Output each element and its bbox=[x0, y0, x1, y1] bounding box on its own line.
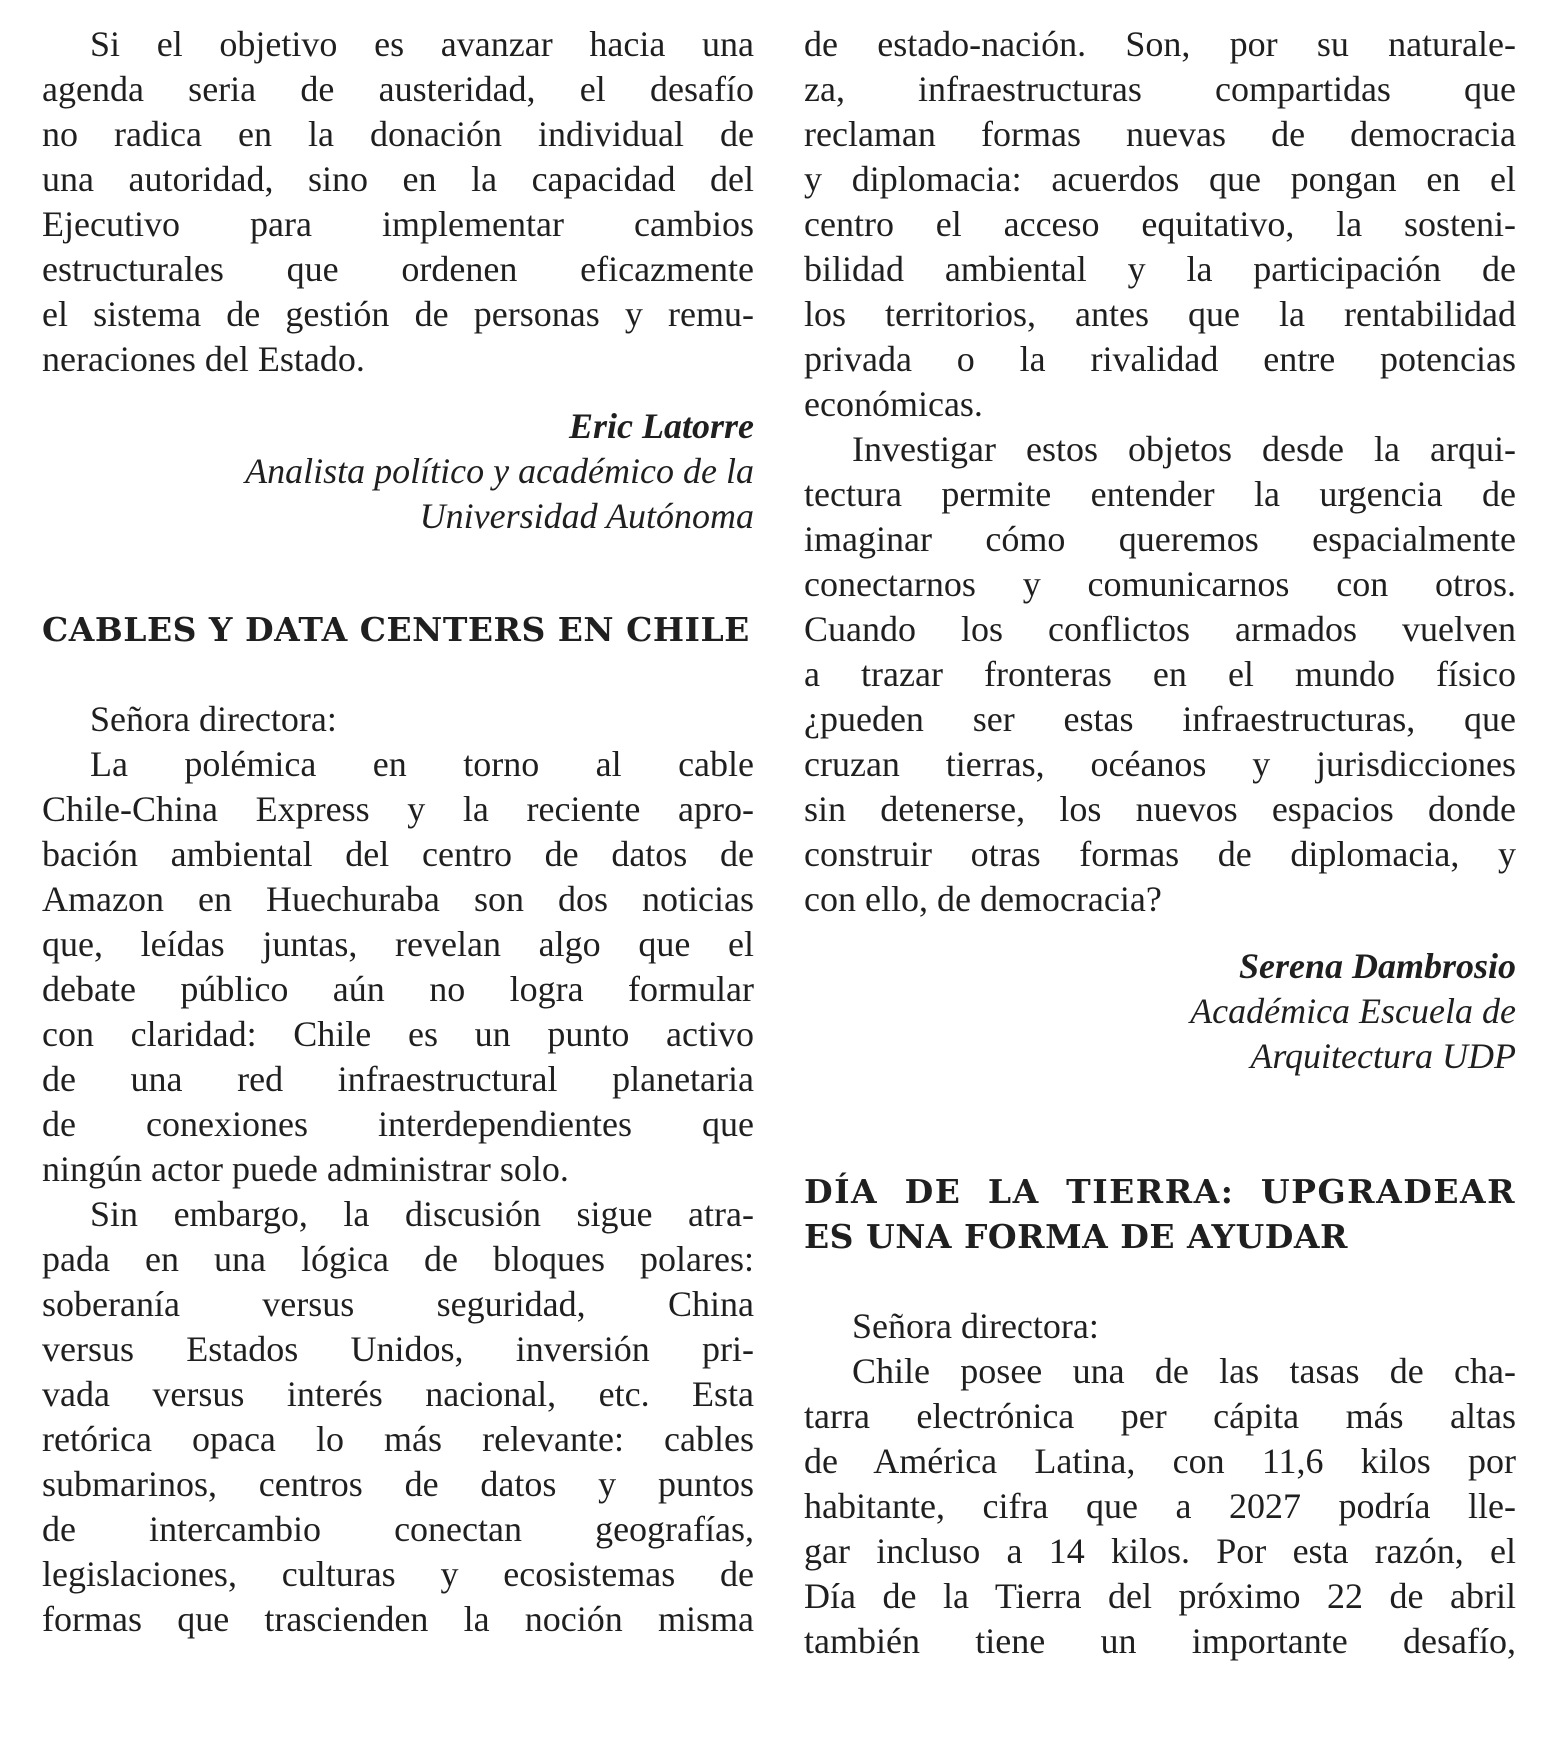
letter-headline-dia-tierra bbox=[804, 1169, 1516, 1259]
signature-author: Eric Latorre bbox=[569, 406, 754, 446]
text-line: y diplomacia: acuerdos que pongan en el bbox=[804, 159, 1516, 199]
text-line: agenda seria de austeridad, el desafío bbox=[42, 69, 754, 109]
text-line: privada o la rivalidad entre potencias bbox=[804, 339, 1516, 379]
text-line: formas que trascienden la noción misma bbox=[42, 1599, 754, 1639]
text-line: Cuando los conflictos armados vuelven bbox=[804, 609, 1516, 649]
text-line: Chile-China Express y la reciente apro- bbox=[42, 789, 754, 829]
text-line: de América Latina, con 11,6 kilos por bbox=[804, 1441, 1516, 1481]
text-line: sin detenerse, los nuevos espacios donde bbox=[804, 789, 1516, 829]
text-line: legislaciones, culturas y ecosistemas de bbox=[42, 1554, 754, 1594]
right-column bbox=[804, 22, 1516, 1664]
text-line: los territorios, antes que la rentabilidad bbox=[804, 294, 1516, 334]
text-line: con ello, de democracia? bbox=[804, 879, 1162, 919]
text-line: imaginar cómo queremos espacialmente bbox=[804, 519, 1516, 559]
text-line: el sistema de gestión de personas y remu- bbox=[42, 294, 754, 334]
letter-tierra-paragraph-1 bbox=[804, 1349, 1516, 1664]
text-line: tectura permite entender la urgencia de bbox=[804, 474, 1516, 514]
text-line: soberanía versus seguridad, China bbox=[42, 1284, 754, 1324]
headline-line: DÍA DE LA TIERRA: UPGRADEAR bbox=[804, 1172, 1516, 1211]
letter-cables-paragraph-2 bbox=[42, 1192, 754, 1642]
signature-serena-dambrosio bbox=[804, 944, 1516, 1079]
text-line: Día de la Tierra del próximo 22 de abril bbox=[804, 1576, 1516, 1616]
letter-cables-paragraph-3 bbox=[804, 427, 1516, 922]
text-line: retórica opaca lo más relevante: cables bbox=[42, 1419, 754, 1459]
text-line: de intercambio conectan geografías, bbox=[42, 1509, 754, 1549]
text-line: de una red infraestructural planetaria bbox=[42, 1059, 754, 1099]
text-line: bación ambiental del centro de datos de bbox=[42, 834, 754, 874]
text-line: bilidad ambiental y la participación de bbox=[804, 249, 1516, 289]
text-line: centro el acceso equitativo, la sosteni- bbox=[804, 204, 1516, 244]
text-line: za, infraestructuras compartidas que bbox=[804, 69, 1516, 109]
text-line: cruzan tierras, océanos y jurisdicciones bbox=[804, 744, 1516, 784]
left-column bbox=[42, 22, 754, 1642]
text-line: Si el objetivo es avanzar hacia una bbox=[90, 24, 754, 64]
text-line: económicas. bbox=[804, 384, 983, 424]
text-line: de conexiones interdependientes que bbox=[42, 1104, 754, 1144]
intro-paragraph bbox=[42, 22, 754, 382]
signature-eric-latorre bbox=[42, 404, 754, 539]
letter-headline-cables: CABLES Y DATA CENTERS EN CHILE bbox=[42, 610, 750, 649]
text-line: habitante, cifra que a 2027 podría lle- bbox=[804, 1486, 1516, 1526]
signature-author: Serena Dambrosio bbox=[1238, 946, 1516, 986]
headline-line: ES UNA FORMA DE AYUDAR bbox=[804, 1217, 1348, 1256]
letter-cables-continuation bbox=[804, 22, 1516, 427]
salutation: Señora directora: bbox=[852, 1306, 1099, 1346]
signature-role: Universidad Autónoma bbox=[419, 496, 754, 536]
signature-role: Académica Escuela de bbox=[1190, 991, 1516, 1031]
salutation: Señora directora: bbox=[90, 699, 337, 739]
text-line: conectarnos y comunicarnos con otros. bbox=[804, 564, 1516, 604]
text-line: debate público aún no logra formular bbox=[42, 969, 754, 1009]
text-line: vada versus interés nacional, etc. Esta bbox=[42, 1374, 754, 1414]
letter-cables-paragraph-1 bbox=[42, 742, 754, 1192]
text-line: una autoridad, sino en la capacidad del bbox=[42, 159, 754, 199]
text-line: gar incluso a 14 kilos. Por esta razón, el bbox=[804, 1531, 1516, 1571]
text-line: La polémica en torno al cable bbox=[90, 744, 754, 784]
text-line: Investigar estos objetos desde la arqui- bbox=[852, 429, 1516, 469]
text-line: tarra electrónica per cápita más altas bbox=[804, 1396, 1516, 1436]
text-line: Ejecutivo para implementar cambios bbox=[42, 204, 754, 244]
text-line: no radica en la donación individual de bbox=[42, 114, 754, 154]
text-line: versus Estados Unidos, inversión pri- bbox=[42, 1329, 754, 1369]
text-line: Amazon en Huechuraba son dos noticias bbox=[42, 879, 754, 919]
text-line: ¿pueden ser estas infraestructuras, que bbox=[804, 699, 1516, 739]
text-line: que, leídas juntas, revelan algo que el bbox=[42, 924, 754, 964]
text-line: con claridad: Chile es un punto activo bbox=[42, 1014, 754, 1054]
text-line: neraciones del Estado. bbox=[42, 339, 365, 379]
text-line: submarinos, centros de datos y puntos bbox=[42, 1464, 754, 1504]
signature-role: Arquitectura UDP bbox=[1250, 1036, 1516, 1076]
text-line: pada en una lógica de bloques polares: bbox=[42, 1239, 754, 1279]
text-line: a trazar fronteras en el mundo físico bbox=[804, 654, 1516, 694]
text-line: ningún actor puede administrar solo. bbox=[42, 1149, 569, 1189]
text-line: estructurales que ordenen eficazmente bbox=[42, 249, 754, 289]
text-line: construir otras formas de diplomacia, y bbox=[804, 834, 1516, 874]
text-line: también tiene un importante desafío, bbox=[804, 1621, 1516, 1661]
signature-role: Analista político y académico de la bbox=[245, 451, 754, 491]
text-line: Chile posee una de las tasas de cha- bbox=[852, 1351, 1516, 1391]
text-line: Sin embargo, la discusión sigue atra- bbox=[90, 1194, 754, 1234]
text-line: reclaman formas nuevas de democracia bbox=[804, 114, 1516, 154]
text-line: de estado-nación. Son, por su naturale- bbox=[804, 24, 1516, 64]
